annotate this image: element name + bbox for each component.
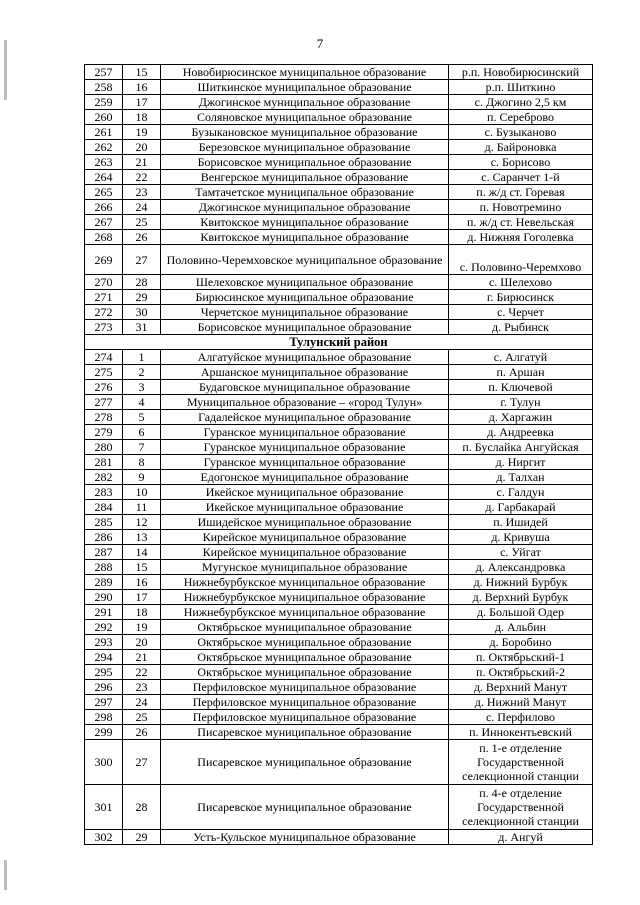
row-number: 269: [85, 245, 123, 275]
table-row: [85, 200, 593, 215]
local-number: 17: [123, 95, 161, 110]
settlement-name: р.п. Новобирюсинский: [449, 65, 593, 80]
table-row: [85, 620, 593, 635]
settlement-name: д. Харгажин: [449, 410, 593, 425]
settlement-name: п. Новотремино: [449, 200, 593, 215]
local-number: 26: [123, 230, 161, 245]
table-row: [85, 350, 593, 365]
table-row: [85, 140, 593, 155]
table-row: [85, 440, 593, 455]
municipality-name: Квитокское муниципальное образование: [161, 215, 449, 230]
municipality-name: Венгерское муниципальное образование: [161, 170, 449, 185]
table-row: [85, 455, 593, 470]
settlement-name: п. Сереброво: [449, 110, 593, 125]
settlements-table-body: [85, 65, 593, 845]
local-number: 30: [123, 305, 161, 320]
local-number: 27: [123, 740, 161, 785]
settlement-name: д. Большой Одер: [449, 605, 593, 620]
local-number: 22: [123, 665, 161, 680]
settlement-name: с. Черчет: [449, 305, 593, 320]
settlements-table-wrapper: [84, 64, 592, 845]
local-number: 28: [123, 275, 161, 290]
row-number: 272: [85, 305, 123, 320]
municipality-name: Ишидейское муниципальное образование: [161, 515, 449, 530]
municipality-name: Едогонское муниципальное образование: [161, 470, 449, 485]
local-number: 20: [123, 635, 161, 650]
table-row: [85, 320, 593, 335]
table-row: [85, 185, 593, 200]
municipality-name: Гадалейское муниципальное образование: [161, 410, 449, 425]
local-number: 8: [123, 455, 161, 470]
local-number: 16: [123, 575, 161, 590]
settlement-name: с. Джогино 2,5 км: [449, 95, 593, 110]
municipality-name: Нижнебурбукское муниципальное образование: [161, 575, 449, 590]
settlement-name: д. Альбин: [449, 620, 593, 635]
local-number: 10: [123, 485, 161, 500]
local-number: 2: [123, 365, 161, 380]
local-number: 25: [123, 710, 161, 725]
table-row: [85, 470, 593, 485]
local-number: 4: [123, 395, 161, 410]
municipality-name: Писаревское муниципальное образование: [161, 740, 449, 785]
local-number: 5: [123, 410, 161, 425]
local-number: 6: [123, 425, 161, 440]
settlement-name: д. Нижний Бурбук: [449, 575, 593, 590]
settlement-name: с. Бузыканово: [449, 125, 593, 140]
table-row: [85, 545, 593, 560]
local-number: 29: [123, 830, 161, 845]
local-number: 7: [123, 440, 161, 455]
table-row: [85, 485, 593, 500]
municipality-name: Октябрьское муниципальное образование: [161, 635, 449, 650]
municipality-name: Октябрьское муниципальное образование: [161, 665, 449, 680]
local-number: 22: [123, 170, 161, 185]
row-number: 295: [85, 665, 123, 680]
table-row: [85, 665, 593, 680]
table-row: [85, 785, 593, 830]
local-number: 23: [123, 185, 161, 200]
municipality-name: Писаревское муниципальное образование: [161, 725, 449, 740]
row-number: 296: [85, 680, 123, 695]
row-number: 283: [85, 485, 123, 500]
table-row: [85, 155, 593, 170]
table-row: [85, 95, 593, 110]
local-number: 19: [123, 620, 161, 635]
municipality-name: Джогинское муниципальное образование: [161, 200, 449, 215]
settlement-name: р.п. Шиткино: [449, 80, 593, 95]
local-number: 26: [123, 725, 161, 740]
row-number: 263: [85, 155, 123, 170]
settlement-name: с. Шелехово: [449, 275, 593, 290]
table-row: [85, 395, 593, 410]
row-number: 273: [85, 320, 123, 335]
municipality-name: Квитокское муниципальное образование: [161, 230, 449, 245]
municipality-name: Октябрьское муниципальное образование: [161, 650, 449, 665]
municipality-name: Нижнебурбукское муниципальное образование: [161, 590, 449, 605]
municipality-name: Икейское муниципальное образование: [161, 485, 449, 500]
municipality-name: Черчетское муниципальное образование: [161, 305, 449, 320]
row-number: 288: [85, 560, 123, 575]
settlement-name: п. ж/д ст. Невельская: [449, 215, 593, 230]
table-row: [85, 425, 593, 440]
row-number: 259: [85, 95, 123, 110]
municipality-name: Алгатуйское муниципальное образование: [161, 350, 449, 365]
settlement-name: д. Гарбакарай: [449, 500, 593, 515]
settlement-name: п. ж/д ст. Горевая: [449, 185, 593, 200]
settlement-name: д. Верхний Манут: [449, 680, 593, 695]
settlement-name: д. Рыбинск: [449, 320, 593, 335]
table-row: [85, 740, 593, 785]
municipality-name: Будаговское муниципальное образование: [161, 380, 449, 395]
row-number: 298: [85, 710, 123, 725]
municipality-name: Октябрьское муниципальное образование: [161, 620, 449, 635]
table-row: [85, 290, 593, 305]
local-number: 23: [123, 680, 161, 695]
settlement-name: д. Боробино: [449, 635, 593, 650]
local-number: 12: [123, 515, 161, 530]
settlement-name: п. Ключевой: [449, 380, 593, 395]
settlement-name: д. Нижняя Гоголевка: [449, 230, 593, 245]
table-row: [85, 305, 593, 320]
row-number: 264: [85, 170, 123, 185]
settlement-name: д. Александровка: [449, 560, 593, 575]
row-number: 300: [85, 740, 123, 785]
settlement-name: с. Перфилово: [449, 710, 593, 725]
municipality-name: Борисовское муниципальное образование: [161, 155, 449, 170]
municipality-name: Джогинское муниципальное образование: [161, 95, 449, 110]
municipality-name: Кирейское муниципальное образование: [161, 530, 449, 545]
table-row: [85, 245, 593, 275]
table-row: [85, 830, 593, 845]
local-number: 25: [123, 215, 161, 230]
row-number: 277: [85, 395, 123, 410]
row-number: 280: [85, 440, 123, 455]
table-row: [85, 275, 593, 290]
local-number: 19: [123, 125, 161, 140]
municipality-name: Икейское муниципальное образование: [161, 500, 449, 515]
row-number: 279: [85, 425, 123, 440]
row-number: 271: [85, 290, 123, 305]
local-number: 14: [123, 545, 161, 560]
municipality-name: Половино-Черемховское муниципальное образование: [161, 245, 449, 275]
settlement-name: д. Ниргит: [449, 455, 593, 470]
local-number: 18: [123, 605, 161, 620]
municipality-name: Мугунское муниципальное образование: [161, 560, 449, 575]
table-row: [85, 170, 593, 185]
row-number: 284: [85, 500, 123, 515]
table-row: [85, 590, 593, 605]
local-number: 1: [123, 350, 161, 365]
settlements-table: [84, 64, 593, 845]
municipality-name: Шиткинское муниципальное образование: [161, 80, 449, 95]
row-number: 258: [85, 80, 123, 95]
municipality-name: Гуранское муниципальное образование: [161, 455, 449, 470]
municipality-name: Бирюсинское муниципальное образование: [161, 290, 449, 305]
row-number: 270: [85, 275, 123, 290]
row-number: 276: [85, 380, 123, 395]
row-number: 289: [85, 575, 123, 590]
settlement-name: г. Бирюсинск: [449, 290, 593, 305]
row-number: 297: [85, 695, 123, 710]
table-row: [85, 575, 593, 590]
municipality-name: Тамтачетское муниципальное образование: [161, 185, 449, 200]
local-number: 28: [123, 785, 161, 830]
table-row: [85, 125, 593, 140]
row-number: 290: [85, 590, 123, 605]
local-number: 27: [123, 245, 161, 275]
table-row: [85, 410, 593, 425]
row-number: 274: [85, 350, 123, 365]
municipality-name: Муниципальное образование – «город Тулун»: [161, 395, 449, 410]
local-number: 29: [123, 290, 161, 305]
row-number: 260: [85, 110, 123, 125]
settlement-name: п. Октябрьский-1: [449, 650, 593, 665]
municipality-name: Перфиловское муниципальное образование: [161, 695, 449, 710]
local-number: 18: [123, 110, 161, 125]
row-number: 282: [85, 470, 123, 485]
row-number: 302: [85, 830, 123, 845]
local-number: 16: [123, 80, 161, 95]
settlement-name: с. Уйгат: [449, 545, 593, 560]
municipality-name: Гуранское муниципальное образование: [161, 440, 449, 455]
binding-edge-mark: [4, 860, 7, 890]
table-row: [85, 650, 593, 665]
local-number: 15: [123, 65, 161, 80]
table-row: [85, 65, 593, 80]
settlement-name: с. Галдун: [449, 485, 593, 500]
table-row: [85, 500, 593, 515]
row-number: 285: [85, 515, 123, 530]
row-number: 278: [85, 410, 123, 425]
local-number: 17: [123, 590, 161, 605]
settlement-name: с. Саранчет 1-й: [449, 170, 593, 185]
local-number: 13: [123, 530, 161, 545]
local-number: 31: [123, 320, 161, 335]
row-number: 257: [85, 65, 123, 80]
table-row: [85, 530, 593, 545]
table-row: [85, 605, 593, 620]
district-header-row: [85, 335, 593, 350]
settlement-name: д. Кривуша: [449, 530, 593, 545]
municipality-name: Кирейское муниципальное образование: [161, 545, 449, 560]
row-number: 262: [85, 140, 123, 155]
table-row: [85, 725, 593, 740]
municipality-name: Бузыкановское муниципальное образование: [161, 125, 449, 140]
settlement-name: д. Талхан: [449, 470, 593, 485]
settlement-name: д. Нижний Манут: [449, 695, 593, 710]
row-number: 286: [85, 530, 123, 545]
settlement-name: п. 1-е отделение Государственной селекционной станции: [449, 740, 593, 785]
settlement-name: п. Аршан: [449, 365, 593, 380]
local-number: 21: [123, 155, 161, 170]
row-number: 293: [85, 635, 123, 650]
local-number: 21: [123, 650, 161, 665]
municipality-name: Нижнебурбукское муниципальное образование: [161, 605, 449, 620]
row-number: 268: [85, 230, 123, 245]
local-number: 3: [123, 380, 161, 395]
municipality-name: Соляновское муниципальное образование: [161, 110, 449, 125]
municipality-name: Березовское муниципальное образование: [161, 140, 449, 155]
settlement-name: п. Буслайка Ангуйская: [449, 440, 593, 455]
local-number: 15: [123, 560, 161, 575]
row-number: 281: [85, 455, 123, 470]
municipality-name: Аршанское муниципальное образование: [161, 365, 449, 380]
table-row: [85, 695, 593, 710]
district-name: Тулунский район: [85, 335, 593, 350]
settlement-name: п. 4-е отделение Государственной селекционной станции: [449, 785, 593, 830]
row-number: 266: [85, 200, 123, 215]
municipality-name: Писаревское муниципальное образование: [161, 785, 449, 830]
local-number: 9: [123, 470, 161, 485]
settlement-name: с. Половино-Черемхово: [449, 245, 593, 275]
row-number: 291: [85, 605, 123, 620]
table-row: [85, 515, 593, 530]
municipality-name: Борисовское муниципальное образование: [161, 320, 449, 335]
municipality-name: Гуранское муниципальное образование: [161, 425, 449, 440]
binding-edge-mark: [4, 40, 7, 100]
local-number: 24: [123, 200, 161, 215]
municipality-name: Перфиловское муниципальное образование: [161, 710, 449, 725]
table-row: [85, 635, 593, 650]
table-row: [85, 365, 593, 380]
municipality-name: Шелеховское муниципальное образование: [161, 275, 449, 290]
local-number: 24: [123, 695, 161, 710]
row-number: 301: [85, 785, 123, 830]
municipality-name: Перфиловское муниципальное образование: [161, 680, 449, 695]
row-number: 299: [85, 725, 123, 740]
table-row: [85, 80, 593, 95]
page-number: 7: [316, 36, 324, 51]
settlement-name: с. Борисово: [449, 155, 593, 170]
municipality-name: Усть-Кульское муниципальное образование: [161, 830, 449, 845]
row-number: 292: [85, 620, 123, 635]
settlement-name: с. Алгатуй: [449, 350, 593, 365]
row-number: 265: [85, 185, 123, 200]
local-number: 20: [123, 140, 161, 155]
settlement-name: г. Тулун: [449, 395, 593, 410]
municipality-name: Новобирюсинское муниципальное образование: [161, 65, 449, 80]
settlement-name: п. Октябрьский-2: [449, 665, 593, 680]
settlement-name: п. Ишидей: [449, 515, 593, 530]
row-number: 275: [85, 365, 123, 380]
settlement-name: д. Андреевка: [449, 425, 593, 440]
settlement-name: д. Байроновка: [449, 140, 593, 155]
table-row: [85, 710, 593, 725]
local-number: 11: [123, 500, 161, 515]
settlement-name: п. Иннокентьевский: [449, 725, 593, 740]
settlement-name: д. Верхний Бурбук: [449, 590, 593, 605]
row-number: 287: [85, 545, 123, 560]
table-row: [85, 215, 593, 230]
table-row: [85, 560, 593, 575]
table-row: [85, 110, 593, 125]
row-number: 261: [85, 125, 123, 140]
table-row: [85, 380, 593, 395]
settlement-name: д. Ангуй: [449, 830, 593, 845]
row-number: 294: [85, 650, 123, 665]
table-row: [85, 680, 593, 695]
row-number: 267: [85, 215, 123, 230]
table-row: [85, 230, 593, 245]
